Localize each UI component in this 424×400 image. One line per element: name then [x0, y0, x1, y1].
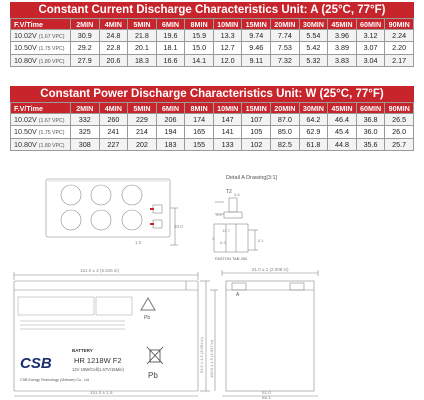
value-cell: 5.42: [299, 42, 328, 54]
vent-cap: [91, 185, 111, 205]
final-voltage: 10.02V: [14, 115, 37, 125]
dim-height-b: 100.0 ± 1.5 (3.937 in): [209, 340, 214, 378]
value-cell: 241: [99, 126, 128, 138]
dim-top-b: 0.8: [234, 192, 240, 197]
volts-per-cell: (1.67 VPC): [38, 118, 65, 125]
value-cell: 7.74: [271, 30, 300, 42]
final-voltage-cell: [11, 30, 71, 42]
value-cell: 45.4: [328, 126, 357, 138]
faston-tab-top: [229, 198, 237, 212]
value-cell: 12.7: [213, 42, 242, 54]
vent-cap: [61, 185, 81, 205]
faston-label: FASTON TAB 250: [215, 256, 248, 261]
detail-title: Detail A Drawing[3:1]: [226, 175, 278, 181]
value-cell: 85.0: [271, 126, 300, 138]
value-cell: 3.07: [356, 42, 385, 54]
value-cell: 62.9: [299, 126, 328, 138]
vent-cap: [122, 210, 142, 230]
value-cell: 147: [213, 114, 242, 126]
constant-current-title: Constant Current Discharge Characteristics Unit: A (25°C, 77°F): [10, 2, 414, 18]
header-cell: 45MIN: [328, 19, 357, 30]
terminal-negative: [153, 220, 162, 228]
table-row: [11, 138, 414, 150]
volts-per-cell: (1.80 VPC): [38, 58, 65, 65]
value-cell: 3.12: [356, 30, 385, 42]
value-cell: 7.32: [271, 54, 300, 66]
header-cell: 20MIN: [271, 19, 300, 30]
vent-cap: [122, 185, 142, 205]
table-row: [11, 54, 414, 66]
value-cell: 107: [242, 114, 271, 126]
header-cell: 60MIN: [356, 19, 385, 30]
final-voltage: 10.50V: [14, 43, 37, 53]
value-cell: 183: [156, 138, 185, 150]
terminal-positive: [153, 205, 162, 213]
value-cell: 102: [242, 138, 271, 150]
value-cell: 133: [213, 138, 242, 150]
value-cell: 18.1: [156, 42, 185, 54]
constant-power-table-block: [10, 86, 414, 151]
header-cell: 30MIN: [299, 103, 328, 114]
value-cell: 22.8: [99, 42, 128, 54]
header-cell: 6MIN: [156, 103, 185, 114]
value-cell: 7.53: [271, 42, 300, 54]
value-cell: 15.9: [185, 30, 214, 42]
value-cell: 2.24: [385, 30, 414, 42]
value-cell: 3.83: [328, 54, 357, 66]
crossed-bin-icon: [147, 347, 163, 364]
table-header-row: [11, 103, 414, 114]
header-cell: 15MIN: [242, 19, 271, 30]
header-cell: 5MIN: [128, 103, 157, 114]
header-cell: F.V/Time: [11, 103, 71, 114]
header-cell: 6MIN: [156, 19, 185, 30]
brand-logo: CSB: [20, 355, 52, 372]
constant-current-body: [11, 30, 414, 67]
header-cell: 8MIN: [185, 103, 214, 114]
final-voltage-cell: [11, 114, 71, 126]
value-cell: 2.17: [385, 54, 414, 66]
value-cell: 20.1: [128, 42, 157, 54]
header-cell: 90MIN: [385, 19, 414, 30]
value-cell: 12.0: [213, 54, 242, 66]
value-cell: 5.32: [299, 54, 328, 66]
value-cell: 19.6: [156, 30, 185, 42]
table-row: [11, 114, 414, 126]
volts-per-cell: (1.80 VPC): [38, 142, 65, 149]
value-cell: 15.0: [185, 42, 214, 54]
dim-side-a: 3: [212, 236, 215, 241]
value-cell: 13.3: [213, 30, 242, 42]
vent-cap: [91, 210, 111, 230]
header-cell: 4MIN: [99, 103, 128, 114]
value-cell: 332: [71, 114, 100, 126]
model-number: HR 1218W F2: [74, 356, 122, 365]
value-cell: 87.0: [271, 114, 300, 126]
value-cell: 14.1: [185, 54, 214, 66]
value-cell: 9.46: [242, 42, 271, 54]
header-cell: 15MIN: [242, 103, 271, 114]
dim-depth-bottom: 51.0: [262, 390, 271, 395]
dim-top-a: 3.4: [216, 212, 222, 217]
table-row: [11, 42, 414, 54]
final-voltage: 10.80V: [14, 55, 37, 65]
table-header-row: [11, 19, 414, 30]
volts-per-cell: (1.75 VPC): [38, 130, 65, 137]
value-cell: 308: [71, 138, 100, 150]
dim-width: 151.0 ± 2 (5.945 in): [80, 268, 119, 273]
value-cell: 9.11: [242, 54, 271, 66]
value-cell: 141: [213, 126, 242, 138]
value-cell: 16.6: [156, 54, 185, 66]
dim-side-small: 20.0: [174, 224, 183, 229]
dim-depth-bottom2: 65.1: [262, 395, 271, 400]
value-cell: 260: [99, 114, 128, 126]
value-cell: 9.74: [242, 30, 271, 42]
value-cell: 2.20: [385, 42, 414, 54]
value-cell: 36.0: [356, 126, 385, 138]
header-cell: 20MIN: [271, 103, 300, 114]
value-cell: 194: [156, 126, 185, 138]
front-view-outline: [14, 281, 198, 391]
recycle-pb-text: Pb: [144, 315, 151, 321]
final-voltage-cell: [11, 126, 71, 138]
table-row: [11, 126, 414, 138]
value-cell: 3.04: [356, 54, 385, 66]
value-cell: 61.8: [299, 138, 328, 150]
constant-power-body: [11, 114, 414, 151]
value-cell: 227: [99, 138, 128, 150]
constant-current-table-block: [10, 2, 414, 67]
final-voltage: 10.02V: [14, 31, 37, 41]
value-cell: 44.8: [328, 138, 357, 150]
final-voltage: 10.80V: [14, 139, 37, 149]
label-a: A: [236, 292, 240, 298]
table-row: [11, 30, 414, 42]
value-cell: 25.7: [385, 138, 414, 150]
terminal-name: T2: [226, 189, 232, 195]
final-voltage: 10.50V: [14, 127, 37, 137]
vent-cap: [61, 210, 81, 230]
value-cell: 35.6: [356, 138, 385, 150]
volts-per-cell: (1.67 VPC): [38, 34, 65, 41]
value-cell: 214: [128, 126, 157, 138]
technical-drawing: [0, 168, 424, 400]
value-cell: 21.8: [128, 30, 157, 42]
value-cell: 202: [128, 138, 157, 150]
final-voltage-cell: [11, 54, 71, 66]
volts-per-cell: (1.75 VPC): [38, 46, 65, 53]
value-cell: 82.5: [271, 138, 300, 150]
rating-text: 12V 18W/Cell(1.67V/15Min): [72, 367, 124, 372]
header-cell: 10MIN: [213, 19, 242, 30]
dim-b: 6.3: [220, 240, 226, 245]
value-cell: 26.0: [385, 126, 414, 138]
final-voltage-cell: [11, 42, 71, 54]
header-cell: F.V/Time: [11, 19, 71, 30]
battery-label: BATTERY: [72, 348, 93, 353]
value-cell: 46.4: [328, 114, 357, 126]
header-cell: 30MIN: [299, 19, 328, 30]
value-cell: 24.8: [99, 30, 128, 42]
header-cell: 2MIN: [71, 19, 100, 30]
dim-a: 12.7: [222, 228, 230, 233]
recycle-icon: [141, 298, 155, 321]
value-cell: 29.2: [71, 42, 100, 54]
header-cell: 8MIN: [185, 19, 214, 30]
value-cell: 174: [185, 114, 214, 126]
dim-width-bottom: 151.0 ± 1.5: [90, 390, 113, 395]
value-cell: 3.96: [328, 30, 357, 42]
header-cell: 90MIN: [385, 103, 414, 114]
header-cell: 60MIN: [356, 103, 385, 114]
value-cell: 27.9: [71, 54, 100, 66]
value-cell: 105: [242, 126, 271, 138]
header-cell: 10MIN: [213, 103, 242, 114]
value-cell: 20.6: [99, 54, 128, 66]
dim-c: 0.1: [258, 238, 264, 243]
value-cell: 229: [128, 114, 157, 126]
constant-current-table: [10, 18, 414, 67]
value-cell: 30.9: [71, 30, 100, 42]
dim-depth-top: 51.0 ± 1 (2.008 in): [252, 267, 289, 272]
value-cell: 155: [185, 138, 214, 150]
value-cell: 64.2: [299, 114, 328, 126]
final-voltage-cell: [11, 138, 71, 150]
company-name: CSB Energy Technology (Vietnam) Co., Ltd: [20, 378, 89, 382]
value-cell: 3.89: [328, 42, 357, 54]
value-cell: 165: [185, 126, 214, 138]
constant-power-title: Constant Power Discharge Characteristics Unit: W (25°C, 77°F): [10, 86, 414, 102]
header-cell: 45MIN: [328, 103, 357, 114]
pb-text: Pb: [148, 371, 158, 380]
header-cell: 5MIN: [128, 19, 157, 30]
header-cell: 4MIN: [99, 19, 128, 30]
faston-tab-side: [214, 224, 248, 252]
value-cell: 5.54: [299, 30, 328, 42]
header-cell: 2MIN: [71, 103, 100, 114]
value-cell: 36.8: [356, 114, 385, 126]
dim-small: 1.0: [135, 240, 142, 245]
dim-height-a: 93.5 ± 1.5 (3.681 in): [199, 337, 204, 373]
value-cell: 325: [71, 126, 100, 138]
value-cell: 18.3: [128, 54, 157, 66]
value-cell: 206: [156, 114, 185, 126]
value-cell: 26.5: [385, 114, 414, 126]
constant-power-table: [10, 102, 414, 151]
